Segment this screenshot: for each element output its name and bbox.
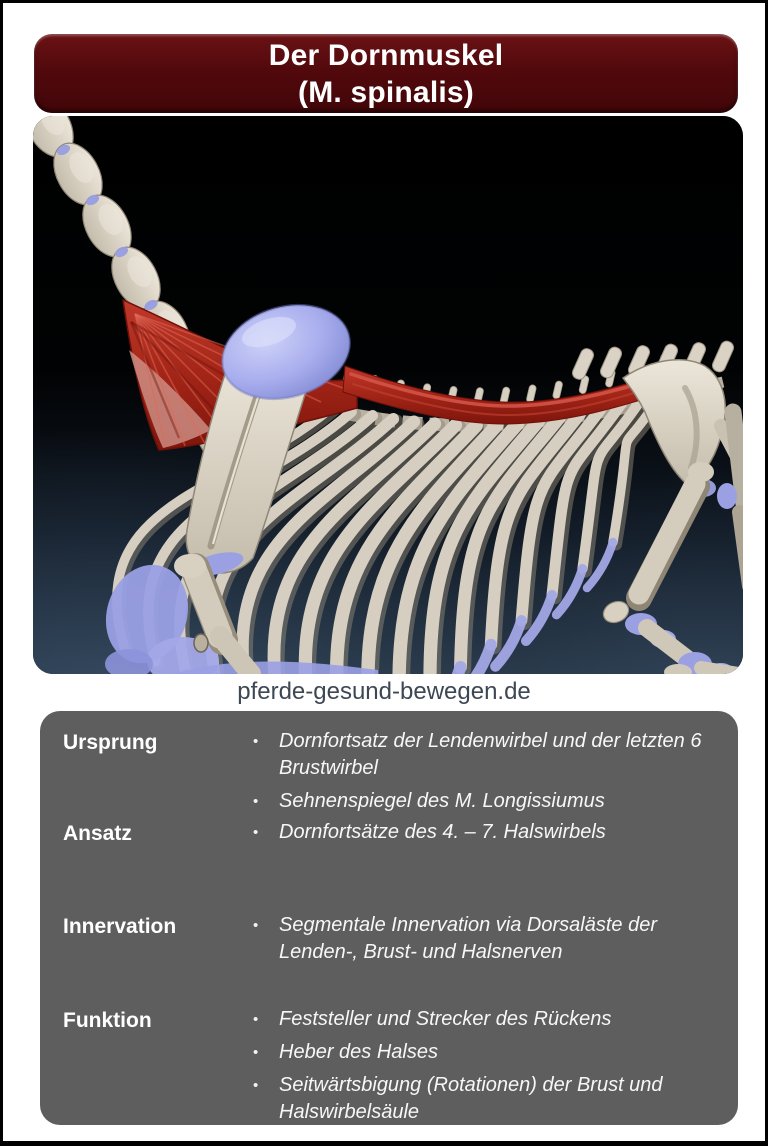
bullet-icon: •: [253, 1077, 259, 1094]
row-items: [247, 1006, 712, 1126]
title-line2: (M. spinalis): [298, 75, 474, 109]
bullet-icon: •: [253, 824, 259, 841]
bullet-item: [247, 1006, 712, 1033]
watermark-url: pferde-gesund-bewegen.de: [237, 678, 531, 705]
row-items: [247, 819, 712, 846]
bullet-icon: •: [253, 1044, 259, 1061]
row-items: [247, 728, 712, 815]
bullet-icon: •: [253, 917, 259, 934]
info-row: [63, 912, 712, 1006]
info-rows: [63, 728, 712, 1126]
title-line1: Der Dornmuskel: [268, 38, 504, 72]
bullet-item: [247, 788, 712, 815]
info-row: [63, 1006, 712, 1126]
bullet-item: [247, 728, 712, 782]
bullet-item: [247, 912, 712, 966]
info-row: [63, 728, 712, 819]
row-label: Ursprung: [63, 731, 158, 754]
page-title: [269, 37, 504, 111]
bullet-item: [247, 819, 712, 846]
bullet-icon: •: [253, 1011, 259, 1028]
bullet-icon: •: [253, 733, 259, 750]
bullet-item: [247, 1039, 712, 1066]
info-panel: [40, 711, 738, 1125]
row-label: Ansatz: [63, 822, 132, 845]
bullet-text: Segmentale Innervation via Dorsaläste der Lenden-, Brust- und Halsnerven: [279, 914, 657, 963]
bullet-text: Feststeller und Strecker des Rückens: [279, 1008, 612, 1030]
bullet-text: Sehnenspiegel des M. Longissiumus: [279, 790, 605, 812]
bullet-text: Dornfortsatz der Lendenwirbel und der letzten 6 Brustwirbel: [279, 730, 702, 779]
row-label: Funktion: [63, 1009, 152, 1032]
bullet-text: Dornfortsätze des 4. – 7. Halswirbels: [279, 821, 606, 843]
bullet-text: Heber des Halses: [279, 1041, 438, 1063]
info-row: [63, 819, 712, 912]
skeleton-illustration: [33, 116, 743, 674]
row-label: Innervation: [63, 915, 177, 938]
row-items: [247, 912, 712, 966]
card-header: [34, 34, 738, 113]
bullet-text: Seitwärtsbigung (Rotationen) der Brust und Halswirbelsäule: [279, 1074, 663, 1123]
bullet-item: [247, 1072, 712, 1126]
bullet-icon: •: [253, 793, 259, 810]
skeleton-figure: [33, 116, 743, 674]
